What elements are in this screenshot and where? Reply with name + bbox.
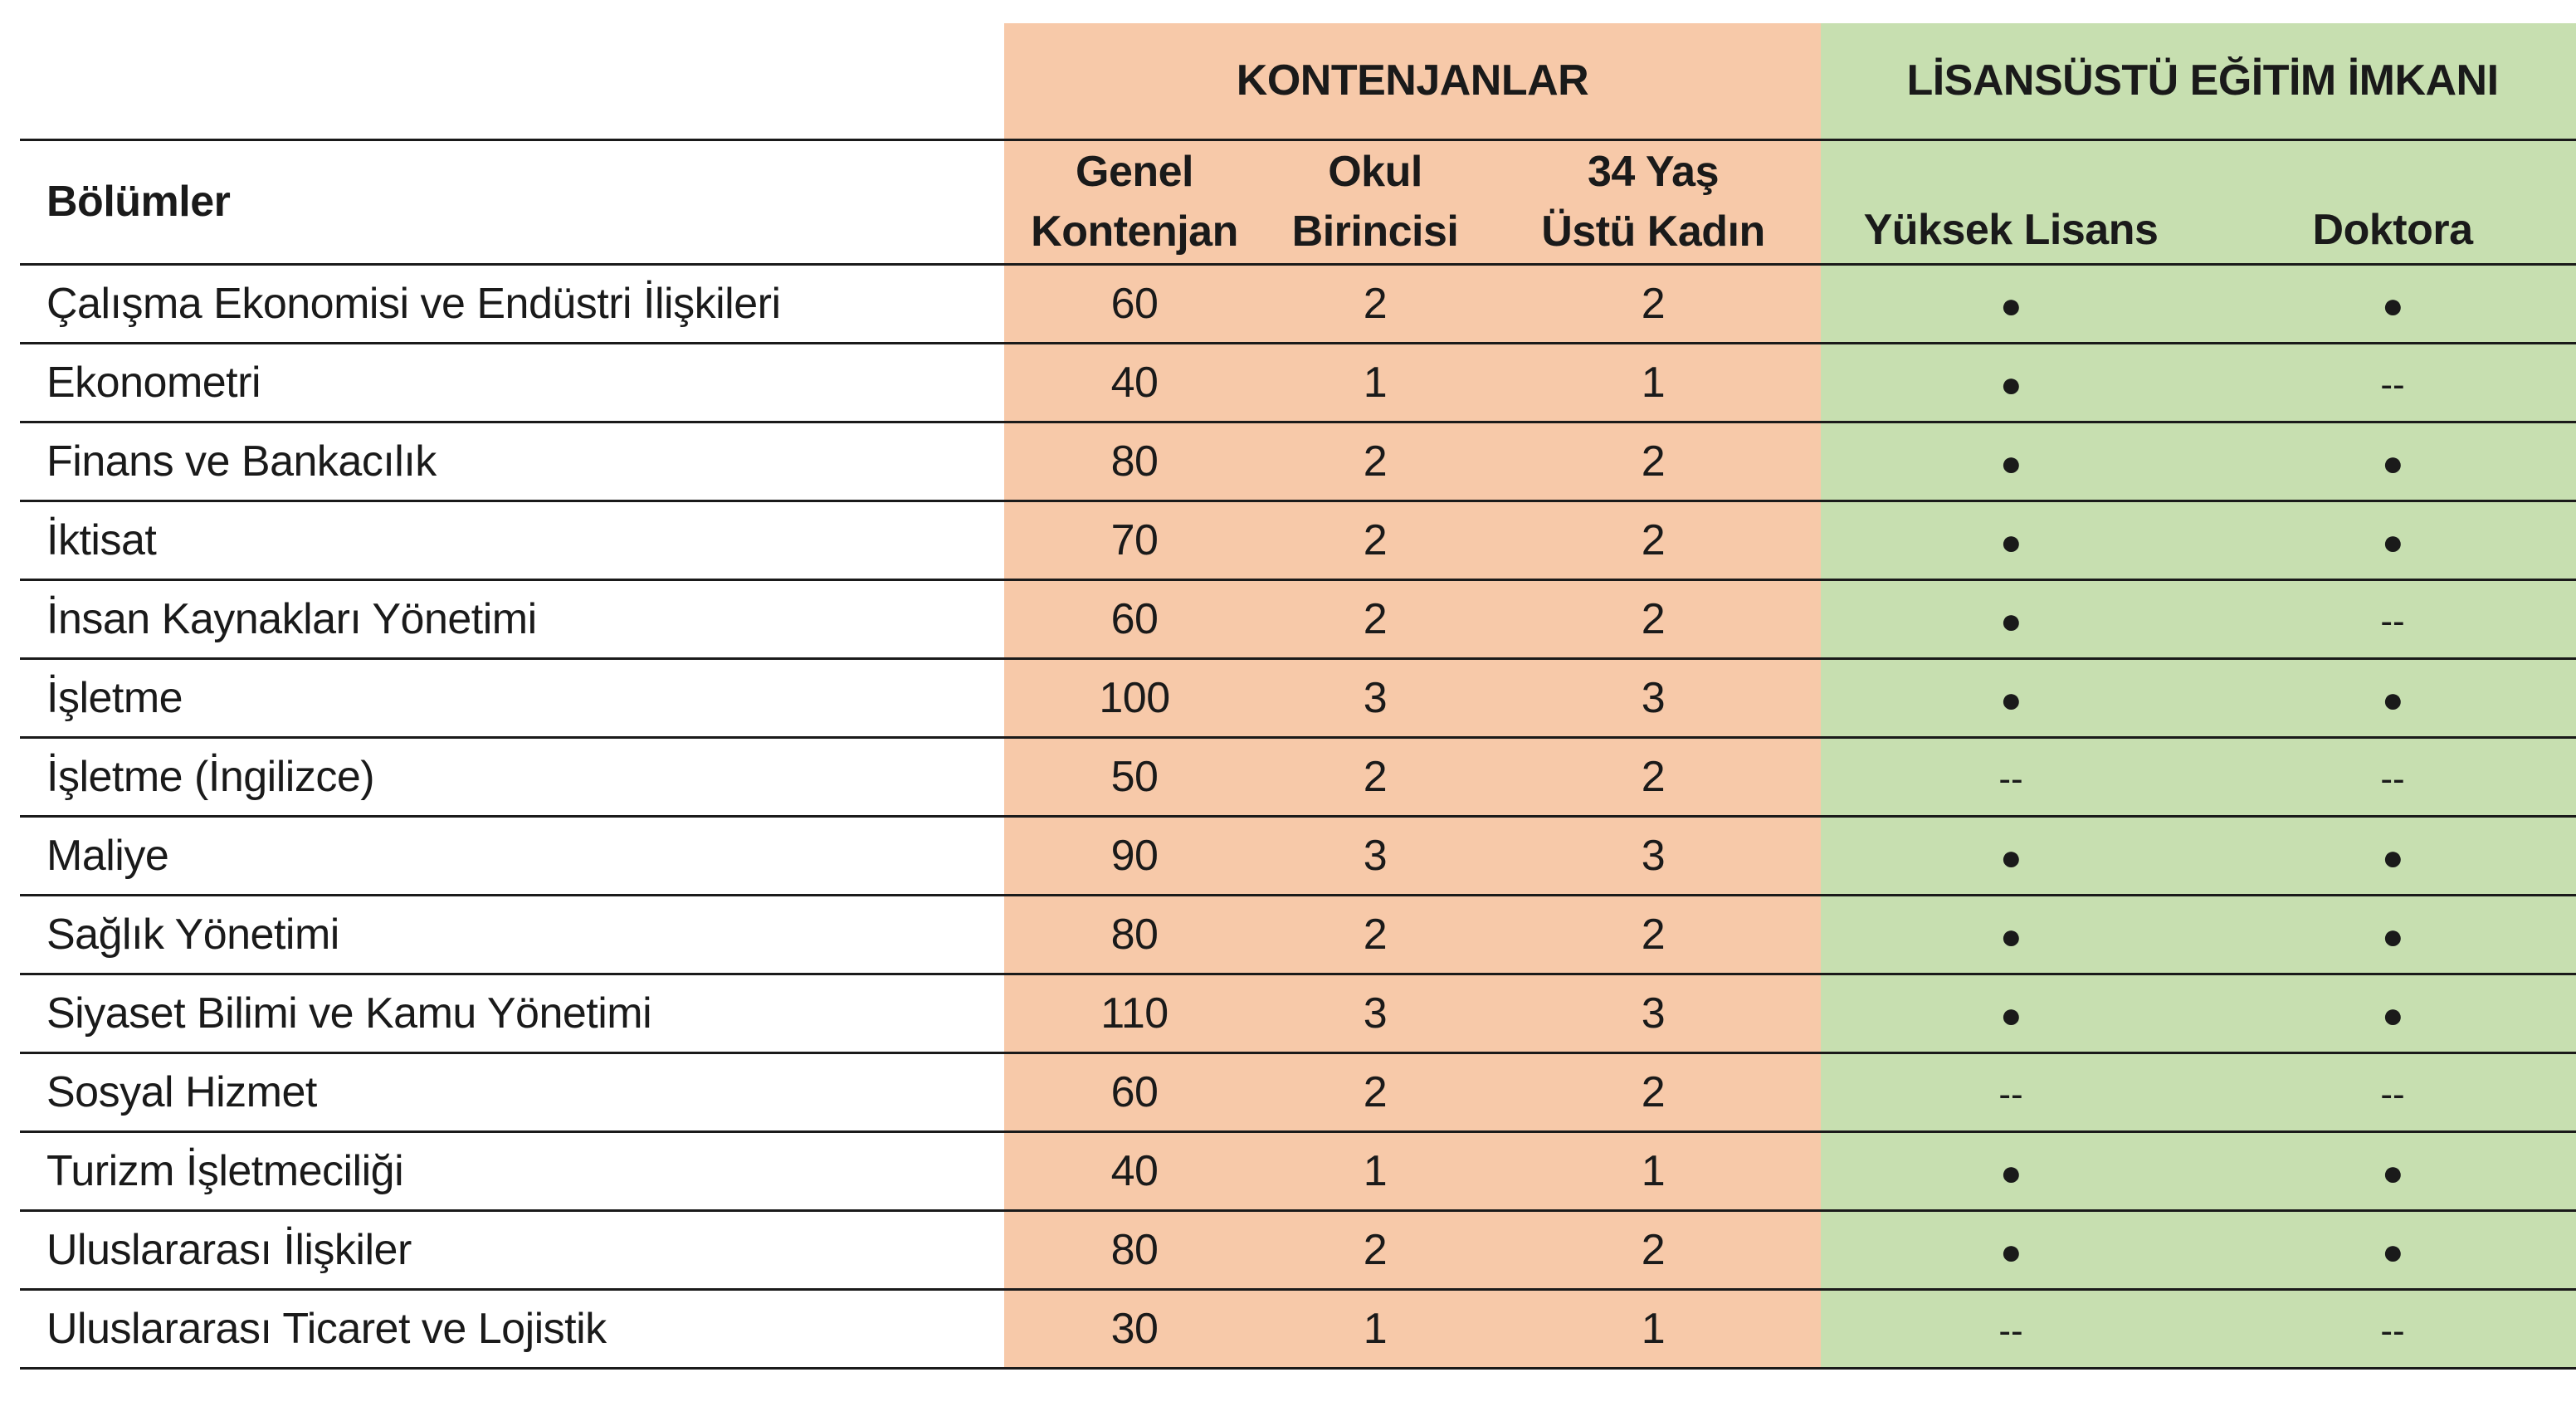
women-over-34-header-line2: Üstü Kadın: [1541, 208, 1765, 256]
masters-cell: [1821, 501, 2201, 579]
table-row: [20, 1289, 2576, 1368]
school-first-cell-text: 1: [1363, 1146, 1388, 1195]
general-quota-cell: [1004, 422, 1265, 501]
general-quota-cell: [1004, 1131, 1265, 1210]
school-first-cell: [1265, 579, 1486, 658]
school-first-cell-text: 3: [1363, 989, 1388, 1038]
women-over-34-cell-text: 2: [1641, 594, 1666, 643]
table-row: [20, 895, 2576, 974]
general-quota-cell-text: 70: [1110, 515, 1159, 564]
school-first-cell: [1265, 974, 1486, 1052]
general-quota-cell: [1004, 579, 1265, 658]
school-first-cell-text: 1: [1363, 1304, 1388, 1353]
table-row: [20, 422, 2576, 501]
general-quota-cell: [1004, 816, 1265, 895]
school-first-header-line1: Okul: [1328, 148, 1422, 196]
school-first-cell: [1265, 422, 1486, 501]
table-header: [20, 23, 2576, 264]
doctorate-column-header: Doktora: [2201, 139, 2576, 264]
table-body: [20, 264, 2576, 1368]
table-row: [20, 658, 2576, 737]
not-available-dash: --: [2380, 1310, 2405, 1351]
general-quota-cell: [1004, 501, 1265, 579]
available-bullet-icon: ●: [1999, 1152, 2022, 1194]
general-quota-cell-text: 80: [1110, 1225, 1159, 1274]
women-over-34-cell: [1486, 816, 1821, 895]
graduate-group-header: LİSANSÜSTÜ EĞİTİM İMKANI: [1821, 23, 2576, 139]
doctorate-cell: [2201, 658, 2576, 737]
department-cell-text: İşletme: [46, 673, 183, 722]
women-over-34-cell: [1486, 1289, 1821, 1368]
women-over-34-cell-text: 3: [1641, 989, 1666, 1038]
department-cell: [20, 264, 1004, 343]
doctorate-cell: [2201, 579, 2576, 658]
women-over-34-cell: [1486, 737, 1821, 816]
school-first-header-line2: Birincisi: [1291, 208, 1459, 256]
available-bullet-icon: ●: [2381, 837, 2404, 878]
general-quota-cell: [1004, 974, 1265, 1052]
school-first-cell-text: 2: [1363, 752, 1388, 801]
women-over-34-cell: [1486, 343, 1821, 422]
women-over-34-cell-text: 3: [1641, 831, 1666, 880]
school-first-cell-text: 2: [1363, 594, 1388, 643]
doctorate-cell: [2201, 816, 2576, 895]
available-bullet-icon: ●: [2381, 285, 2404, 326]
not-available-dash: --: [1998, 1310, 2023, 1351]
doctorate-cell: [2201, 1052, 2576, 1131]
masters-cell: [1821, 895, 2201, 974]
department-cell: [20, 1131, 1004, 1210]
masters-cell: [1821, 974, 2201, 1052]
school-first-cell: [1265, 1210, 1486, 1289]
school-first-cell-text: 1: [1363, 358, 1388, 407]
general-quota-cell-text: 60: [1110, 594, 1159, 643]
group-header-row: [20, 23, 2576, 139]
department-cell: [20, 1210, 1004, 1289]
women-over-34-cell: [1486, 1052, 1821, 1131]
department-cell: [20, 895, 1004, 974]
school-first-cell: [1265, 1289, 1486, 1368]
general-quota-cell: [1004, 343, 1265, 422]
column-header-row: [20, 139, 2576, 264]
masters-cell: [1821, 264, 2201, 343]
school-first-cell: [1265, 895, 1486, 974]
women-over-34-cell: [1486, 658, 1821, 737]
women-over-34-cell-text: 1: [1641, 358, 1666, 407]
department-cell-text: Çalışma Ekonomisi ve Endüstri İlişkileri: [46, 279, 781, 328]
table-row: [20, 1052, 2576, 1131]
table-row: [20, 1210, 2576, 1289]
general-quota-cell-text: 60: [1110, 1067, 1159, 1116]
available-bullet-icon: ●: [1999, 442, 2022, 484]
women-over-34-cell-text: 1: [1641, 1146, 1666, 1195]
masters-cell: [1821, 1052, 2201, 1131]
general-quota-cell-text: 40: [1110, 1146, 1159, 1195]
department-cell-text: Sağlık Yönetimi: [46, 910, 339, 959]
general-quota-cell-text: 40: [1110, 358, 1159, 407]
department-cell: [20, 737, 1004, 816]
masters-cell: [1821, 1210, 2201, 1289]
doctorate-cell: [2201, 974, 2576, 1052]
women-over-34-cell-text: 2: [1641, 515, 1666, 564]
masters-cell: [1821, 816, 2201, 895]
department-cell: [20, 422, 1004, 501]
masters-column-header: Yüksek Lisans: [1821, 139, 2201, 264]
department-cell: [20, 343, 1004, 422]
women-over-34-cell-text: 2: [1641, 1067, 1666, 1116]
doctorate-cell: [2201, 501, 2576, 579]
general-quota-cell-text: 50: [1110, 752, 1159, 801]
available-bullet-icon: ●: [1999, 679, 2022, 720]
quota-table: [20, 23, 2576, 1370]
department-cell: [20, 816, 1004, 895]
available-bullet-icon: ●: [1999, 994, 2022, 1036]
department-cell-text: Ekonometri: [46, 358, 261, 407]
school-first-cell-text: 2: [1363, 1225, 1388, 1274]
available-bullet-icon: ●: [1999, 285, 2022, 326]
school-first-cell-text: 2: [1363, 910, 1388, 959]
department-cell-text: Sosyal Hizmet: [46, 1067, 317, 1116]
general-quota-cell-text: 80: [1110, 437, 1159, 486]
women-over-34-cell-text: 2: [1641, 752, 1666, 801]
available-bullet-icon: ●: [1999, 521, 2022, 563]
department-cell-text: Turizm İşletmeciliği: [46, 1146, 404, 1195]
general-quota-cell: [1004, 737, 1265, 816]
women-over-34-cell-text: 2: [1641, 1225, 1666, 1274]
general-quota-cell-text: 80: [1110, 910, 1159, 959]
available-bullet-icon: ●: [1999, 837, 2022, 878]
school-first-cell-text: 2: [1363, 437, 1388, 486]
school-first-cell-text: 2: [1363, 515, 1388, 564]
department-cell: [20, 579, 1004, 658]
general-quota-cell: [1004, 1052, 1265, 1131]
not-available-dash: --: [2380, 364, 2405, 405]
doctorate-cell: [2201, 422, 2576, 501]
general-quota-cell: [1004, 1289, 1265, 1368]
general-quota-header-line2: Kontenjan: [1031, 208, 1238, 256]
table-row: [20, 974, 2576, 1052]
department-cell: [20, 974, 1004, 1052]
women-over-34-cell-text: 1: [1641, 1304, 1666, 1353]
general-quota-cell-text: 60: [1110, 279, 1159, 328]
blank-header-cell: [20, 23, 1004, 139]
table-row: [20, 343, 2576, 422]
women-over-34-cell-text: 2: [1641, 910, 1666, 959]
school-first-cell: [1265, 1131, 1486, 1210]
available-bullet-icon: ●: [2381, 916, 2404, 957]
department-cell-text: Finans ve Bankacılık: [46, 437, 437, 486]
women-over-34-cell: [1486, 422, 1821, 501]
masters-cell: [1821, 658, 2201, 737]
available-bullet-icon: ●: [1999, 600, 2022, 642]
department-cell-text: İktisat: [46, 515, 157, 564]
table-row: [20, 264, 2576, 343]
school-first-column-header: [1265, 139, 1486, 264]
women-over-34-cell: [1486, 264, 1821, 343]
women-over-34-header-line1: 34 Yaş: [1587, 148, 1719, 196]
women-over-34-cell: [1486, 974, 1821, 1052]
available-bullet-icon: ●: [2381, 1231, 2404, 1272]
women-over-34-cell-text: 3: [1641, 673, 1666, 722]
not-available-dash: --: [2380, 1073, 2405, 1115]
available-bullet-icon: ●: [1999, 364, 2022, 405]
table-row: [20, 501, 2576, 579]
women-over-34-cell: [1486, 895, 1821, 974]
table-row: [20, 737, 2576, 816]
masters-cell: [1821, 579, 2201, 658]
department-cell: [20, 1052, 1004, 1131]
masters-cell: [1821, 737, 2201, 816]
women-over-34-cell: [1486, 501, 1821, 579]
general-quota-column-header: [1004, 139, 1265, 264]
women-over-34-cell: [1486, 1210, 1821, 1289]
department-cell-text: Uluslararası Ticaret ve Lojistik: [46, 1304, 607, 1353]
school-first-cell-text: 2: [1363, 1067, 1388, 1116]
table-row: [20, 1131, 2576, 1210]
school-first-cell: [1265, 501, 1486, 579]
department-cell: [20, 501, 1004, 579]
general-quota-cell: [1004, 264, 1265, 343]
general-quota-cell-text: 90: [1110, 831, 1159, 880]
school-first-cell: [1265, 1052, 1486, 1131]
women-over-34-cell: [1486, 579, 1821, 658]
doctorate-cell: [2201, 737, 2576, 816]
department-cell-text: İnsan Kaynakları Yönetimi: [46, 594, 537, 643]
not-available-dash: --: [1998, 1073, 2023, 1115]
department-column-header: Bölümler: [20, 139, 1004, 264]
school-first-cell-text: 3: [1363, 673, 1388, 722]
school-first-cell: [1265, 264, 1486, 343]
available-bullet-icon: ●: [2381, 994, 2404, 1036]
women-over-34-column-header: [1486, 139, 1821, 264]
school-first-cell: [1265, 658, 1486, 737]
general-quota-cell: [1004, 658, 1265, 737]
doctorate-cell: [2201, 1210, 2576, 1289]
masters-cell: [1821, 1131, 2201, 1210]
doctorate-cell: [2201, 895, 2576, 974]
masters-cell: [1821, 343, 2201, 422]
women-over-34-cell-text: 2: [1641, 279, 1666, 328]
available-bullet-icon: ●: [2381, 442, 2404, 484]
women-over-34-cell: [1486, 1131, 1821, 1210]
available-bullet-icon: ●: [2381, 521, 2404, 563]
quota-table-container: [20, 23, 2576, 1370]
masters-cell: [1821, 1289, 2201, 1368]
general-quota-cell-text: 30: [1110, 1304, 1159, 1353]
available-bullet-icon: ●: [1999, 1231, 2022, 1272]
doctorate-cell: [2201, 1131, 2576, 1210]
department-cell-text: Maliye: [46, 831, 169, 880]
general-quota-cell-text: 100: [1099, 673, 1170, 722]
school-first-cell-text: 3: [1363, 831, 1388, 880]
school-first-cell: [1265, 737, 1486, 816]
department-cell: [20, 1289, 1004, 1368]
general-quota-cell: [1004, 895, 1265, 974]
table-row: [20, 579, 2576, 658]
available-bullet-icon: ●: [2381, 679, 2404, 720]
school-first-cell: [1265, 816, 1486, 895]
doctorate-cell: [2201, 264, 2576, 343]
doctorate-cell: [2201, 343, 2576, 422]
department-cell: [20, 658, 1004, 737]
school-first-cell-text: 2: [1363, 279, 1388, 328]
department-cell-text: Siyaset Bilimi ve Kamu Yönetimi: [46, 989, 652, 1038]
quotas-group-header: KONTENJANLAR: [1004, 23, 1821, 139]
school-first-cell: [1265, 343, 1486, 422]
not-available-dash: --: [1998, 758, 2023, 799]
available-bullet-icon: ●: [1999, 916, 2022, 957]
not-available-dash: --: [2380, 600, 2405, 642]
department-cell-text: Uluslararası İlişkiler: [46, 1225, 412, 1274]
available-bullet-icon: ●: [2381, 1152, 2404, 1194]
masters-cell: [1821, 422, 2201, 501]
department-cell-text: İşletme (İngilizce): [46, 752, 375, 801]
general-quota-header-line1: Genel: [1076, 148, 1193, 196]
not-available-dash: --: [2380, 758, 2405, 799]
general-quota-cell-text: 110: [1100, 989, 1168, 1038]
table-row: [20, 816, 2576, 895]
women-over-34-cell-text: 2: [1641, 437, 1666, 486]
doctorate-cell: [2201, 1289, 2576, 1368]
general-quota-cell: [1004, 1210, 1265, 1289]
